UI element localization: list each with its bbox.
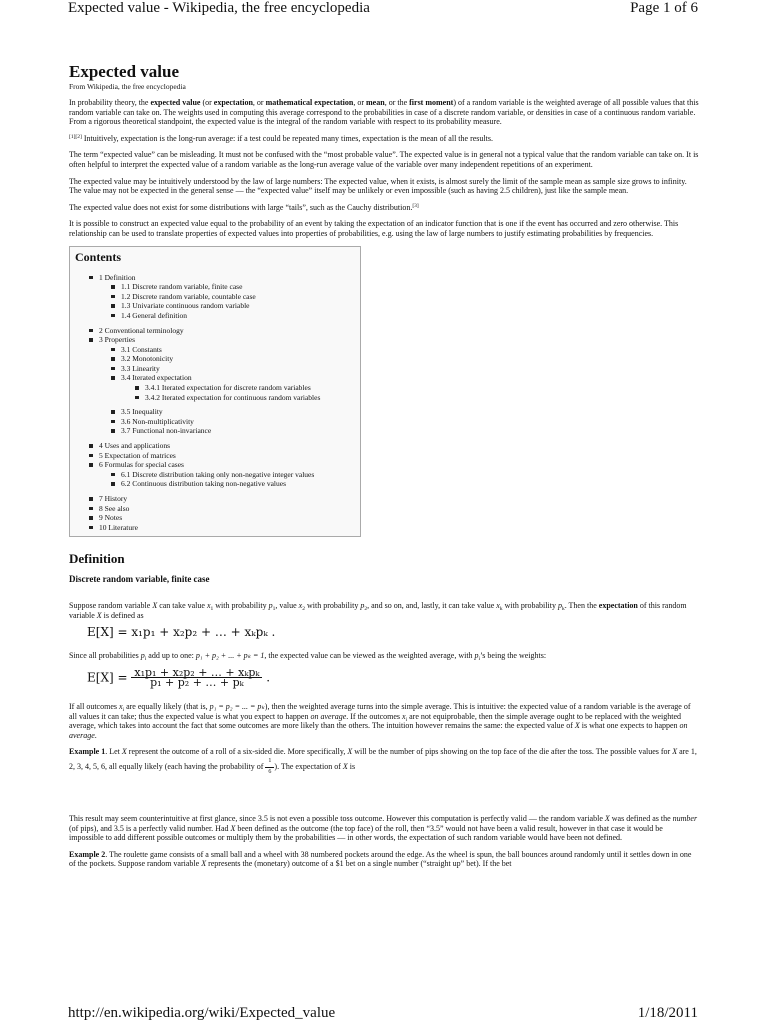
- toc-item[interactable]: 3.3 Linearity: [73, 364, 360, 374]
- section-heading-definition: Definition: [69, 551, 125, 567]
- intro-paragraph-1: In probability theory, the expected value (or expectation, or mathematical expectation, or mean, or the first moment) of a random variable is the weighted average of all possible values that this random variable can take on. The weights used in computing this average correspond to the probabilities in case of a discrete random variable, or densities in case of a continuous random variable. From a rigorous theoretical standpoint, the expected value is the integral of the random variable with respect to its probability measure.: [69, 98, 699, 127]
- intro-paragraph-5: The expected value does not exist for some distributions with large “tails”, such as the Cauchy distribution.[3]: [69, 202, 419, 212]
- citation-1-2[interactable]: [1][2]: [69, 133, 82, 140]
- toc-item[interactable]: 3.4.1 Iterated expectation for discrete random variables: [73, 383, 360, 393]
- definition-paragraph-1: Suppose random variable X can take value $x_1$ with probability $p_1$, value $x_2$ with probability $p_2$, and so on, and, lastly, it can take value $x_k$ with probability $p_k$. Then the expectation of this random variable X is defined as: [69, 601, 687, 620]
- toc-item[interactable]: 6.2 Continuous distribution taking non-negative values: [73, 479, 360, 489]
- intro-paragraph-2: [1][2] Intuitively, expectation is the long-run average: if a test could be repeated many times, expectation is the mean of all the results.: [69, 133, 493, 143]
- print-date: 1/18/2011: [637, 1005, 698, 1021]
- intro-paragraph-3: The term “expected value” can be misleading. It must not be confused with the “most probable value”. The expected value is in general not a typical value that the random variable can take on. It is often helpful to interpret the expected value of a random variable as the long-run average value of the variable over many independent repetitions of an experiment.: [69, 150, 699, 169]
- toc-item[interactable]: 3.4.2 Iterated expectation for continuous random variables: [73, 393, 360, 403]
- toc-item[interactable]: 3.5 Inequality: [73, 407, 360, 417]
- toc-item[interactable]: 1.2 Discrete random variable, countable case: [73, 292, 360, 302]
- intro-paragraph-6: It is possible to construct an expected value equal to the probability of an event by taking the expectation of an indicator function that is one if the event has occurred and zero otherwise. This relationship can be used to translate properties of expected values into properties of probabilities, e.g. using the law of large numbers to justify estimating probabilities by frequencies.: [69, 219, 679, 238]
- toc-item[interactable]: 3.2 Monotonicity: [73, 354, 360, 364]
- citation-3[interactable]: [3]: [412, 202, 419, 209]
- page-url: http://en.wikipedia.org/wiki/Expected_value: [68, 1005, 336, 1021]
- toc-title: Contents: [75, 249, 122, 264]
- subsection-heading-finite-case: Discrete random variable, finite case: [69, 574, 210, 585]
- toc-item[interactable]: 10 Literature: [73, 523, 360, 533]
- table-of-contents: [69, 246, 361, 538]
- term-first-moment: first moment: [409, 98, 454, 107]
- toc-item[interactable]: 8 See also: [73, 504, 360, 514]
- term-mean: mean: [366, 98, 385, 107]
- article-body: [69, 62, 699, 876]
- article-title: Expected value: [69, 62, 180, 81]
- formula-weighted-average: E[X] = $\frac{\text{x₁p₁ + x₂p₂ + … + xₖpₖ}}{\text{p₁ + p₂ + … + pₖ}}$ .: [87, 665, 271, 690]
- toc-item[interactable]: 2 Conventional terminology: [73, 326, 360, 336]
- formula-expectation: E[X] = x₁p₁ + x₂p₂ + … + xₖpₖ .: [87, 624, 276, 639]
- toc-item[interactable]: 3.7 Functional non-invariance: [73, 426, 360, 436]
- toc-item[interactable]: 4 Uses and applications: [73, 441, 360, 451]
- print-header: [68, 0, 698, 22]
- missing-formula-area: [69, 784, 699, 814]
- intro-paragraph-4: The expected value may be intuitively understood by the law of large numbers: The expected value, when it exists, is almost surely the limit of the sample mean as sample size grows to infinity. The value may not be expected in the general sense — the “expected value” itself may be unlikely or even impossible (such as having 2.5 children), just like the sample mean.: [69, 176, 687, 196]
- toc-item[interactable]: 1.4 General definition: [73, 311, 360, 321]
- toc-item[interactable]: 6.1 Discrete distribution taking only non-negative integer values: [73, 470, 360, 480]
- toc-item[interactable]: 9 Notes: [73, 513, 360, 523]
- result-paragraph: This result may seem counterintuitive at first glance, since 3.5 is not even a possible toss outcome. However this computation is perfectly valid — the random variable X was defined as the number (of pips), and 3.5 is a perfectly valid number. Had X been defined as the outcome (the top face) of the roll, then “3.5” would not have been a valid result, however in that case it would be impossible to add different possible outcomes or multiply them by the probabilities — in other words, the expectation of such random variable would have been not defined.: [69, 814, 698, 843]
- page-header-title: Expected value - Wikipedia, the free encyclopedia: [68, 0, 370, 16]
- toc-item[interactable]: 6 Formulas for special cases: [73, 460, 360, 470]
- toc-item[interactable]: 5 Expectation of matrices: [73, 451, 360, 461]
- page-number: Page 1 of 6: [630, 0, 698, 16]
- term-mathematical-expectation: mathematical expectation: [265, 98, 354, 107]
- toc-item[interactable]: 3.1 Constants: [73, 345, 360, 355]
- article-source: From Wikipedia, the free encyclopedia: [69, 82, 186, 91]
- term-expected-value: expected value: [150, 98, 201, 107]
- definition-paragraph-3: If all outcomes $x_i$ are equally likely (that is, p₁ = p₂ = ... = pₖ), then the weighted average turns into the simple average. This is intuitive: the expected value of a random variable is the average of all values it can take; thus the expected value is what you expect to happen on average. If the outcomes $x_i$ are not equiprobable, then the simple average ought to be replaced with the weighted average, which takes into account the fact that some outcomes are more likely than the others. The intuition however remains the same: the expected value of X is what one expects to happen on average.: [69, 701, 691, 740]
- definition-paragraph-2: Since all probabilities $p_i$ add up to one: p₁ + p₂ + ... + pₖ = 1, the expected value can be viewed as the weighted average, with $p_i’s$ being the weights:: [69, 651, 547, 663]
- toc-item[interactable]: 3.6 Non-multiplicativity: [73, 417, 360, 427]
- example-1-paragraph: Example 1. Let X represent the outcome of a roll of a six-sided die. More specifically, X will be the number of pips showing on the top face of the die after the toss. The possible values for X are 1, 2, 3, 4, 5, 6, all equally likely (each having the probability of $\frac{1}{6}$ ). The expectation of X is: [69, 747, 697, 775]
- term-expectation: expectation: [213, 98, 253, 107]
- toc-item[interactable]: 1 Definition: [73, 273, 360, 283]
- example-2-paragraph: Example 2. The roulette game consists of a small ball and a wheel with 38 numbered pockets around the edge. As the wheel is spun, the ball bounces around randomly until it settles down in one of the pockets. Suppose random variable X represents the (monetary) outcome of a $1 bet on a single number (“straight up” bet). If the bet: [69, 849, 692, 869]
- toc-item[interactable]: 1.1 Discrete random variable, finite case: [73, 282, 360, 292]
- toc-item[interactable]: 3.4 Iterated expectation: [73, 373, 360, 383]
- toc-item[interactable]: 3 Properties: [73, 335, 360, 345]
- toc-item[interactable]: 1.3 Univariate continuous random variable: [73, 301, 360, 311]
- toc-item[interactable]: 7 History: [73, 494, 360, 504]
